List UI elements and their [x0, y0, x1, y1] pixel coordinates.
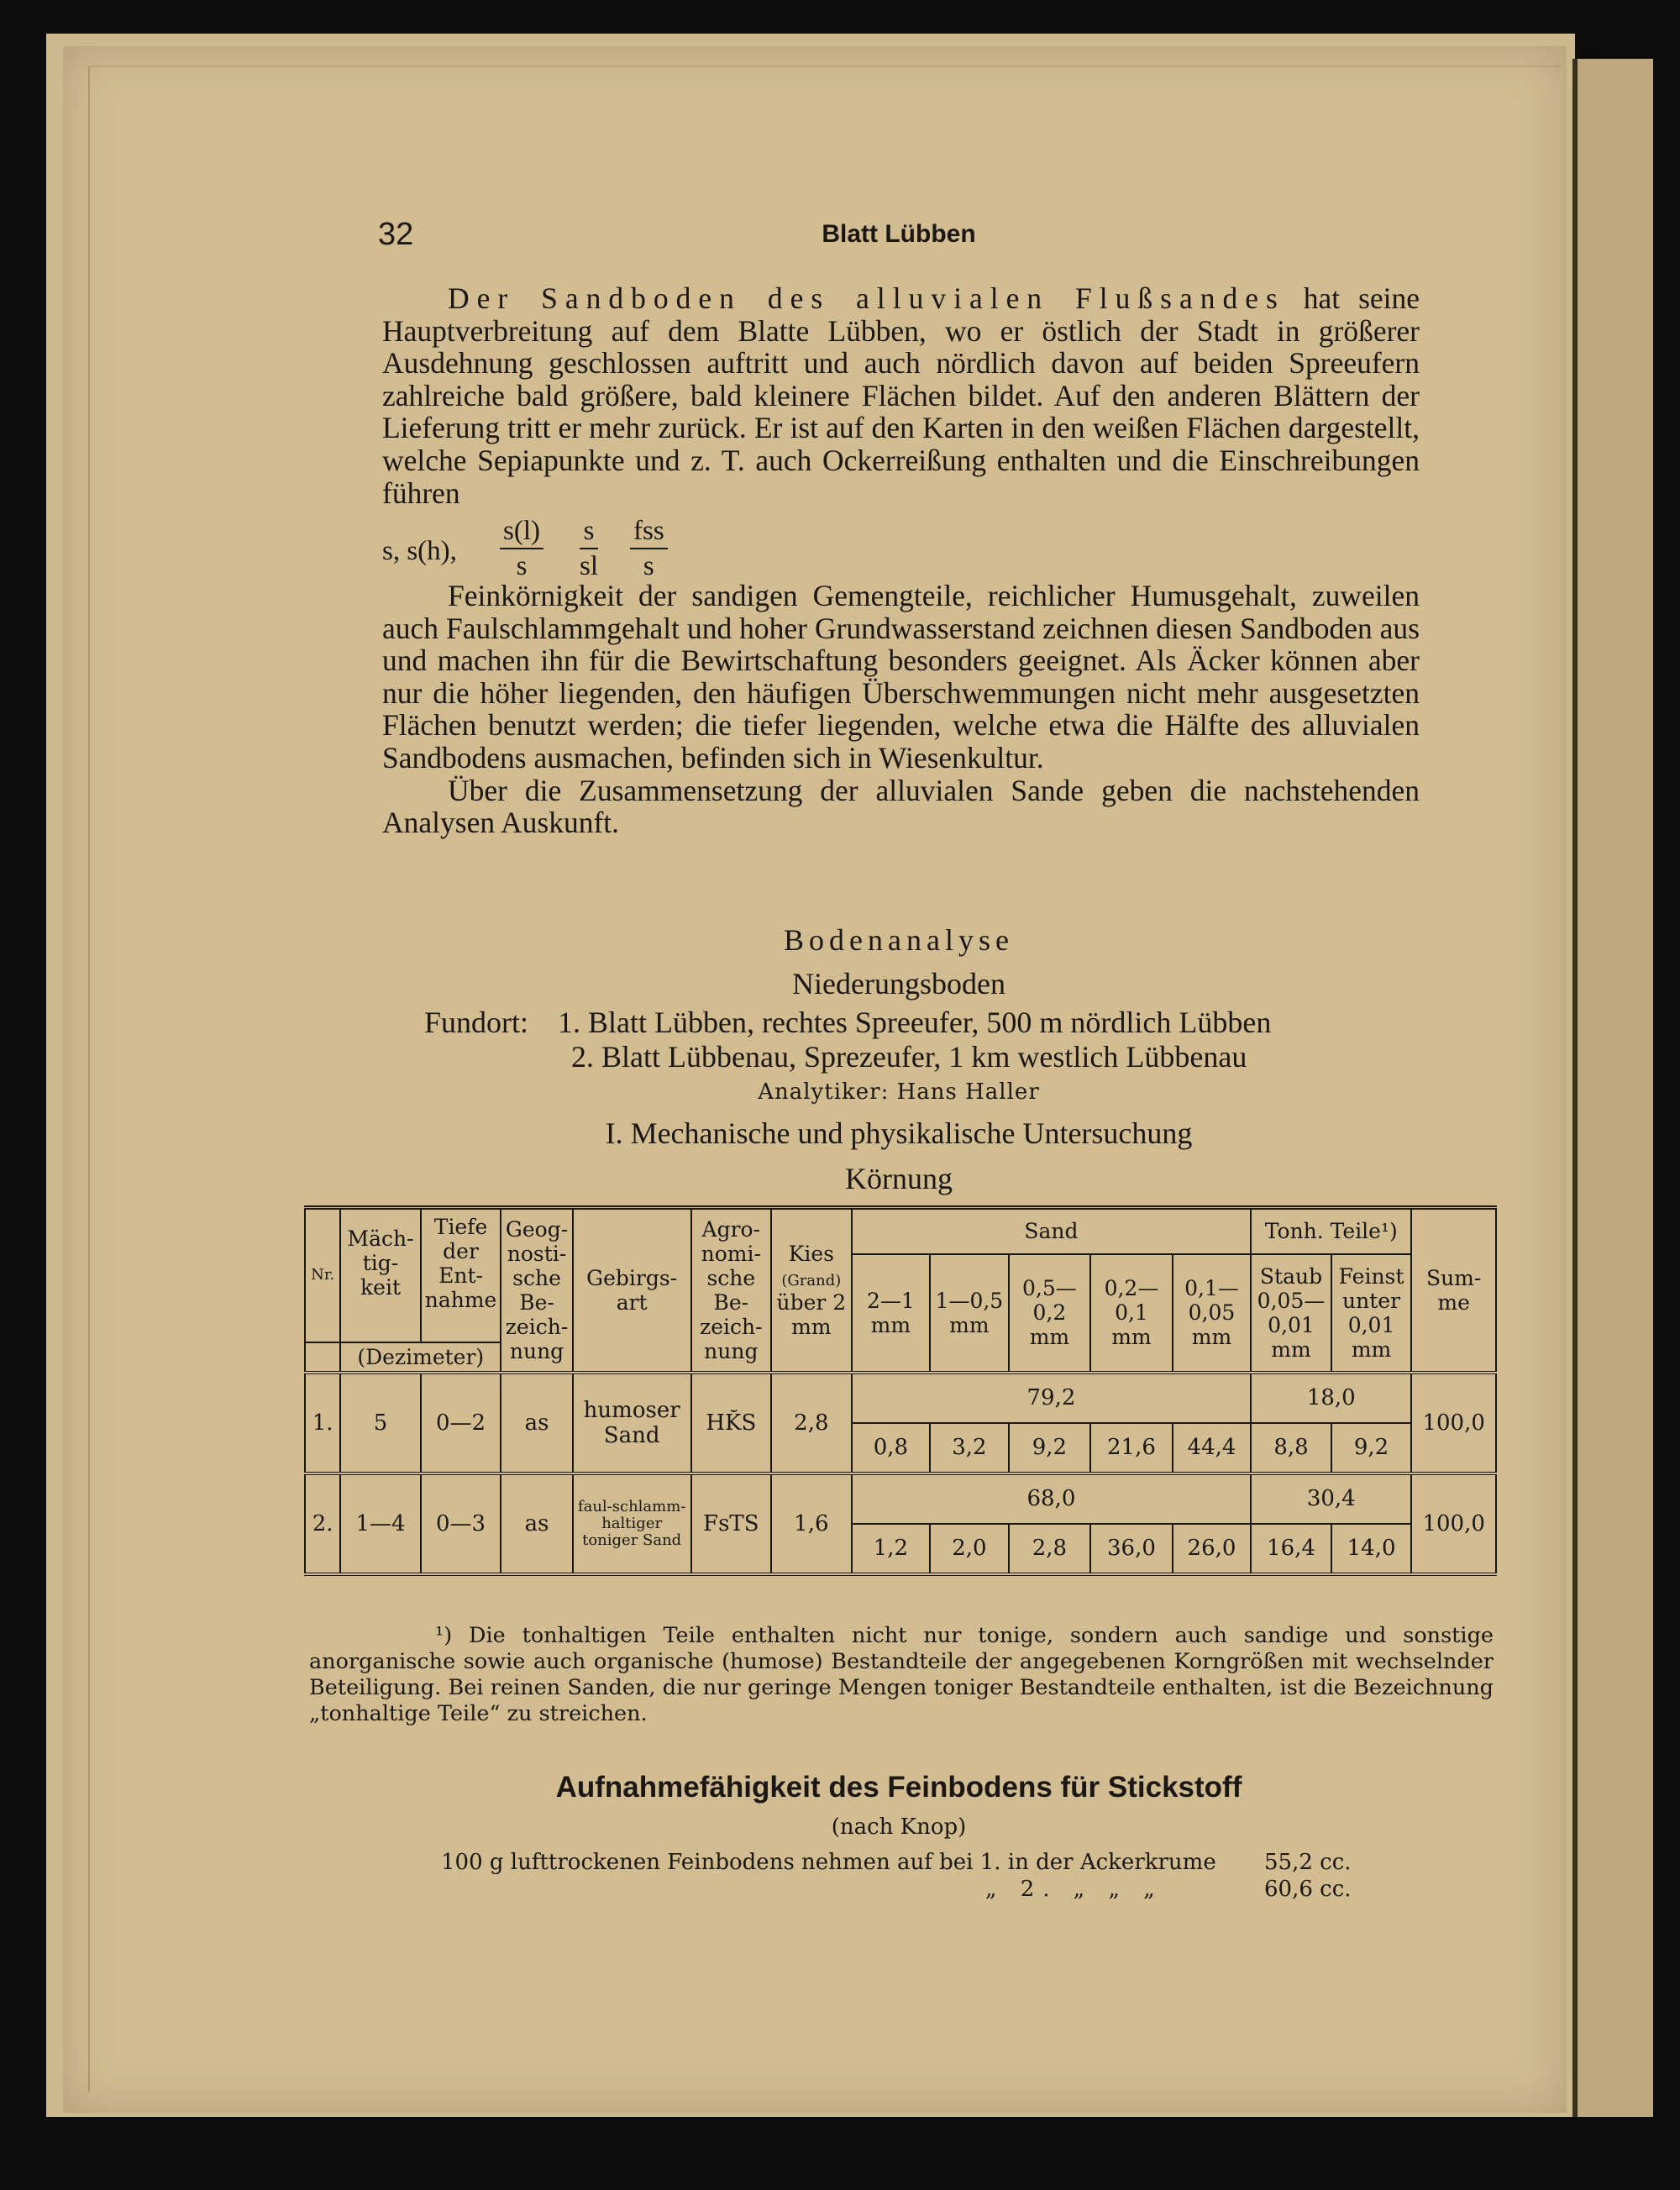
table-row: 1,2 2,0 2,8 36,0 26,0 16,4 14,0 [305, 1524, 1496, 1574]
header-maechtigkeit: Mäch-tig-keit [340, 1208, 421, 1342]
paragraphs-2-3 [382, 580, 1420, 839]
header-kies: Kies (Grand) über 2 mm [771, 1208, 852, 1373]
paragraph-1 [382, 282, 1420, 509]
header-tonh: Tonh. Teile¹) [1251, 1208, 1411, 1254]
header-summe: Sum-me [1411, 1208, 1496, 1373]
header-sand: Sand [852, 1208, 1252, 1254]
header-tiefe: Tiefe der Ent-nahme [421, 1208, 501, 1342]
header-sand-4: 0,2— 0,1 mm [1090, 1254, 1173, 1373]
fundort-2: 2. Blatt Lübbenau, Sprezeufer, 1 km westlich Lübbenau [571, 1040, 1247, 1074]
table-row: 2. 1—4 0—3 as faul-schlamm-haltiger toniger Sand FsTS 1,6 68,0 30,4 100,0 [305, 1473, 1496, 1524]
fundort-block [424, 1006, 1271, 1074]
section-title: I. Mechanische und physikalische Untersuchung [605, 1116, 1193, 1150]
header-sand-2: 1—0,5 mm [930, 1254, 1009, 1373]
analyst: Analytiker: Hans Haller [758, 1079, 1040, 1105]
nitrogen-subtitle: (nach Knop) [831, 1814, 967, 1840]
header-agronomische: Agro-nomi-sche Be-zeich-nung [691, 1208, 772, 1373]
page-header [378, 217, 1420, 259]
footnote: ¹) Die tonhaltigen Teile enthalten nicht nur tonige, sondern auch sandige und sonstige anorganische sowie auch organische (humose) Bestandteile der angegebenen Korngrößen mit wechselnder Beteiligung. Bei reinen Sanden, die nur geringe Mengen toniger Bestandteile enthalten, ist die Bezeichnung „tonhaltige Teile“ zu streichen. [309, 1623, 1494, 1726]
formula-lead: s, s(h), [382, 536, 457, 566]
fundort-1: 1. Blatt Lübben, rechtes Spreeufer, 500 m nördlich Lübben [558, 1006, 1272, 1039]
header-gebirgsart: Gebirgs-art [573, 1208, 691, 1373]
header-geognostische: Geog-nosti-sche Be-zeich-nung [501, 1208, 572, 1373]
page-number: 32 [378, 217, 414, 252]
header-sand-5: 0,1— 0,05 mm [1173, 1254, 1252, 1373]
nitrogen-row-1: 100 g lufttrockenen Feinbodens nehmen auf bei 1. in der Ackerkrume 55,2 cc. [441, 1850, 1352, 1875]
header-nr: Nr. [305, 1208, 340, 1342]
formula-fraction-3: fss s [630, 514, 668, 583]
nitrogen-values [441, 1850, 1365, 1904]
grain-size-table [304, 1205, 1497, 1576]
table-row: 1. 5 0—2 as humoser Sand HK̆S 2,8 79,2 18,0 100,0 [305, 1373, 1496, 1423]
header-sand-1: 2—1 mm [852, 1254, 931, 1373]
paragraph-1-rest: hat seine Hauptverbreitung auf dem Blatte Lübben, wo er östlich der Stadt in größerer Ausdehnung geschlossen auftritt und auch nördlich davon auf beiden Spreeufern zahlreiche bald größere, bald kleinere Flächen bildet. Auf den anderen Blättern der Lieferung tritt er mehr zurück. Er ist auf den Karten in den weißen Flächen dargestellt, welche Sepiapunkte und z. T. auch Ockerreißung enthalten und die Einschreibungen führen [382, 281, 1420, 510]
nitrogen-row-2: „ 2. „ „ „ 60,6 cc. [985, 1877, 1352, 1902]
table-row: 0,8 3,2 9,2 21,6 44,4 8,8 9,2 [305, 1423, 1496, 1473]
paragraph-3: Über die Zusammensetzung der alluvialen Sande geben die nachstehenden Analysen Auskunft. [382, 773, 1420, 840]
analysis-title: Bodenanalyse [784, 923, 1014, 957]
table-title: Körnung [845, 1162, 953, 1195]
paragraph-2: Feinkörnigkeit der sandigen Gemengteile, reichlicher Humusgehalt, zuweilen auch Faulschlammgehalt und hoher Grundwasserstand zeichnen diesen Sandboden aus und machen ihn für die Bewirtschaftung besonders geeignet. Als Äcker können aber nur die höher liegenden, den häufigen Überschwemmungen nicht mehr ausgesetzten Flächen benutzt werden; die tiefer liegenden, welche etwa die Hälfte des alluvialen Sandbodens ausmachen, befinden sich in Wiesenkultur. [382, 579, 1420, 775]
analysis-subtitle: Niederungsboden [792, 967, 1005, 1000]
formula-fraction-1: $\frac{s(l)}{s}$ [500, 514, 543, 583]
header-sand-3: 0,5— 0,2 mm [1009, 1254, 1091, 1373]
fundort-label: Fundort: [424, 1006, 529, 1039]
nitrogen-title: Aufnahmefähigkeit des Feinbodens für Stickstoff [555, 1771, 1242, 1804]
header-staub: Staub 0,05— 0,01 mm [1251, 1254, 1331, 1373]
paragraph-1-spaced-start: Der Sandboden des alluvialen Flußsandes [448, 281, 1285, 315]
header-feinst: Feinst unter 0,01 mm [1331, 1254, 1412, 1373]
facing-page-edge [1572, 59, 1653, 2117]
formula-fraction-2: $\frac{s}{sl}$ [580, 516, 599, 581]
running-title: Blatt Lübben [822, 220, 976, 248]
header-dezimeter: (Dezimeter) [340, 1342, 501, 1373]
